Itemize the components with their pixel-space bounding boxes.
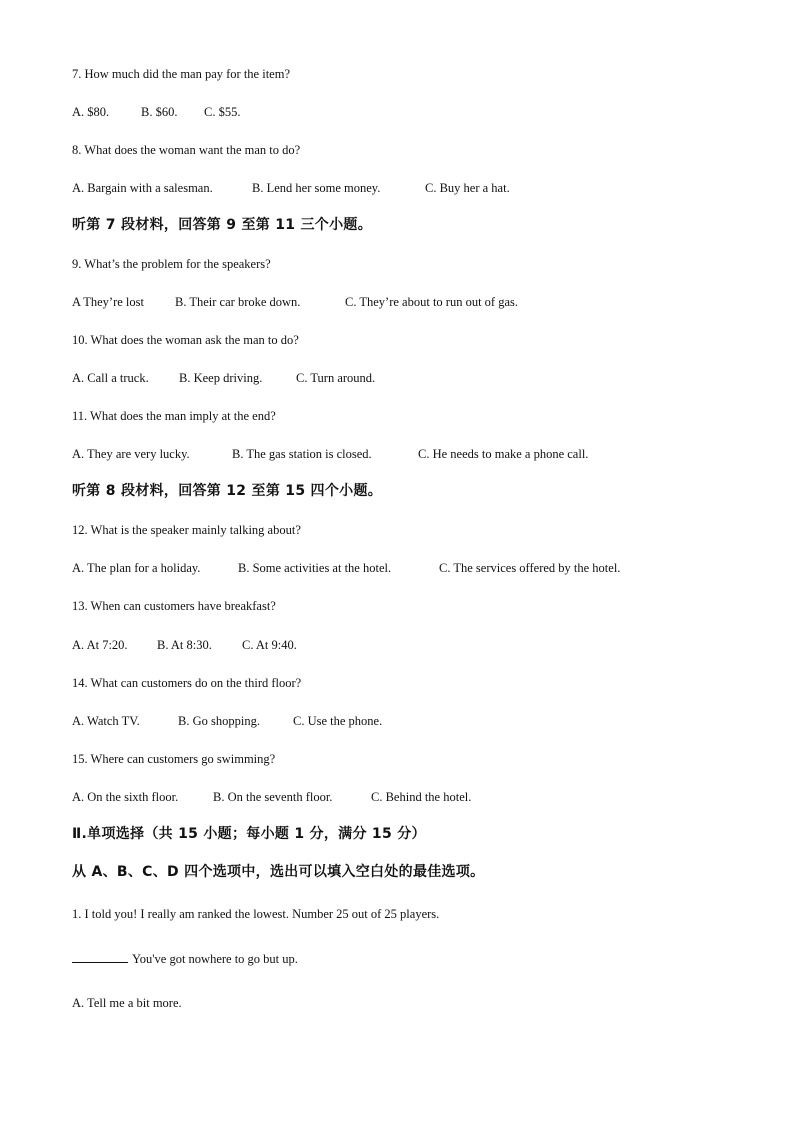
section-instructions: 从 A、B、C、D 四个选项中，选出可以填入空白处的最佳选项。 bbox=[72, 864, 485, 880]
q7-options bbox=[72, 104, 240, 120]
q10-option-b: B. Keep driving. bbox=[179, 371, 263, 385]
q11-question: 11. What does the man imply at the end? bbox=[72, 409, 276, 423]
q11-option-b: B. The gas station is closed. bbox=[232, 447, 372, 461]
q7-option-c: C. $55. bbox=[204, 105, 241, 119]
q8-question: 8. What does the woman want the man to do? bbox=[72, 143, 301, 157]
q9-option-a: A They’re lost bbox=[72, 295, 144, 309]
q15-option-a: A. On the sixth floor. bbox=[72, 790, 179, 804]
q14-options bbox=[72, 713, 382, 729]
q12-option-b: B. Some activities at the hotel. bbox=[238, 561, 392, 575]
q9-options bbox=[72, 294, 518, 310]
q9-option-c: C. They’re about to run out of gas. bbox=[345, 295, 518, 309]
p1-continuation: You've got nowhere to go but up. bbox=[132, 952, 298, 966]
q13-option-c: C. At 9:40. bbox=[242, 638, 297, 652]
q10-option-a: A. Call a truck. bbox=[72, 371, 149, 385]
section-heading-8: 听第 8 段材料，回答第 12 至第 15 四个小题。 bbox=[72, 483, 383, 499]
q12-options bbox=[72, 560, 620, 576]
q12-option-c: C. The services offered by the hotel. bbox=[439, 561, 621, 575]
q12-question: 12. What is the speaker mainly talking about? bbox=[72, 523, 301, 537]
p1-option-a: A. Tell me a bit more. bbox=[72, 996, 182, 1010]
q14-question: 14. What can customers do on the third floor? bbox=[72, 676, 302, 690]
q7-option-b: B. $60. bbox=[141, 105, 178, 119]
q10-options bbox=[72, 370, 375, 386]
q13-options bbox=[72, 637, 297, 653]
q11-option-c: C. He needs to make a phone call. bbox=[418, 447, 589, 461]
q15-option-c: C. Behind the hotel. bbox=[371, 790, 472, 804]
q9-question: 9. What’s the problem for the speakers? bbox=[72, 257, 271, 271]
q13-option-a: A. At 7:20. bbox=[72, 638, 128, 652]
q8-option-b: B. Lend her some money. bbox=[252, 181, 381, 195]
q9-option-b: B. Their car broke down. bbox=[175, 295, 301, 309]
q7-option-a: A. $80. bbox=[72, 105, 110, 119]
q12-option-a: A. The plan for a holiday. bbox=[72, 561, 201, 575]
q15-option-b: B. On the seventh floor. bbox=[213, 790, 333, 804]
q11-option-a: A. They are very lucky. bbox=[72, 447, 190, 461]
q7-question: 7. How much did the man pay for the item? bbox=[72, 67, 290, 81]
q13-option-b: B. At 8:30. bbox=[157, 638, 212, 652]
q10-option-c: C. Turn around. bbox=[296, 371, 376, 385]
q8-option-a: A. Bargain with a salesman. bbox=[72, 181, 213, 195]
q15-question: 15. Where can customers go swimming? bbox=[72, 752, 276, 766]
p1-question: 1. I told you! I really am ranked the lowest. Number 25 out of 25 players. bbox=[72, 907, 440, 921]
q8-option-c: C. Buy her a hat. bbox=[425, 181, 510, 195]
q15-options bbox=[72, 789, 471, 805]
p1-blank-line bbox=[72, 951, 298, 967]
q14-option-c: C. Use the phone. bbox=[293, 714, 383, 728]
q8-options bbox=[72, 180, 510, 196]
q14-option-b: B. Go shopping. bbox=[178, 714, 260, 728]
section-heading-single-choice: Ⅱ.单项选择（共 15 小题；每小题 1 分，满分 15 分） bbox=[72, 826, 426, 842]
q13-question: 13. When can customers have breakfast? bbox=[72, 599, 276, 613]
answer-blank bbox=[72, 951, 128, 963]
section-heading-7: 听第 7 段材料，回答第 9 至第 11 三个小题。 bbox=[72, 217, 373, 233]
q14-option-a: A. Watch TV. bbox=[72, 714, 140, 728]
q10-question: 10. What does the woman ask the man to do? bbox=[72, 333, 299, 347]
q11-options bbox=[72, 446, 588, 462]
